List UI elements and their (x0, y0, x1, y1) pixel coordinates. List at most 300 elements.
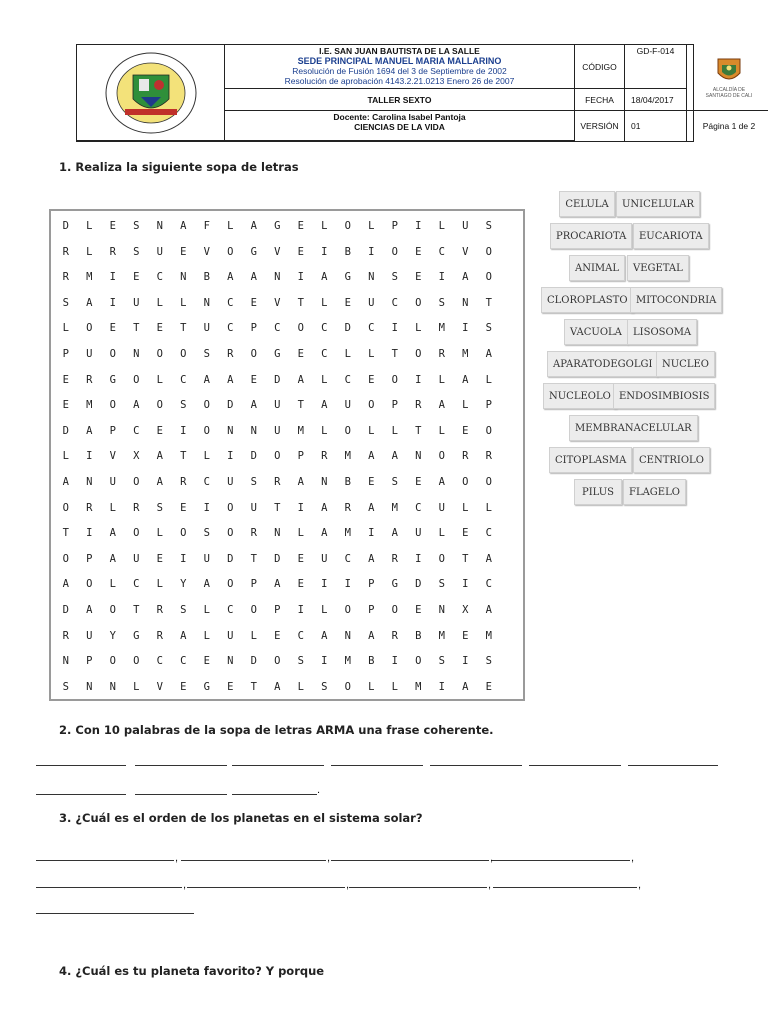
grid-letter: O (485, 271, 492, 284)
grid-letter: N (438, 604, 445, 616)
answer-blank[interactable] (331, 765, 423, 766)
grid-letter: E (250, 296, 257, 309)
grid-letter: U (438, 501, 445, 514)
grid-letter: I (86, 527, 93, 540)
grid-letter: O (368, 399, 375, 412)
grid-letter: C (485, 578, 492, 591)
grid-letter: E (415, 476, 422, 488)
grid-letter: O (415, 296, 422, 309)
institution-info (225, 45, 575, 89)
grid-letter: S (297, 655, 304, 668)
grid-letter: X (133, 450, 140, 463)
answer-blank[interactable] (492, 860, 630, 861)
grid-letter: A (438, 476, 445, 488)
answer-blank[interactable] (36, 765, 126, 766)
grid-letter: P (86, 655, 93, 668)
grid-letter: A (250, 399, 257, 412)
word-tile: EUCARIOTA (633, 223, 709, 249)
grid-letter: O (227, 527, 234, 540)
grid-letter: E (156, 552, 163, 565)
grid-letter: A (180, 220, 187, 232)
grid-letter: I (180, 424, 187, 437)
grid-letter: L (368, 680, 375, 693)
answer-blank[interactable] (232, 794, 317, 795)
grid-letter: G (391, 578, 398, 591)
grid-letter: T (133, 604, 140, 616)
grid-letter: A (368, 629, 375, 642)
school-crest-logo (103, 51, 199, 135)
grid-letter: O (227, 245, 234, 258)
grid-letter: I (86, 450, 93, 463)
word-tile: CITOPLASMA (549, 447, 632, 473)
grid-letter: L (321, 373, 328, 386)
grid-letter: M (485, 629, 492, 642)
grid-letter: A (227, 373, 234, 386)
grid-letter: C (156, 655, 163, 668)
answer-blank[interactable] (430, 765, 522, 766)
grid-letter: A (297, 373, 304, 386)
grid-letter: A (180, 629, 187, 642)
grid-letter: T (62, 527, 69, 540)
grid-letter: L (321, 220, 328, 232)
grid-letter: D (62, 604, 69, 616)
grid-letter: R (391, 552, 398, 565)
grid-letter: R (462, 450, 469, 463)
grid-letter: U (133, 552, 140, 565)
period-mark: . (317, 784, 321, 796)
grid-letter: E (415, 604, 422, 616)
grid-letter: L (227, 220, 234, 232)
grid-letter: D (344, 322, 351, 335)
grid-letter: N (274, 271, 281, 284)
grid-letter: I (438, 680, 445, 693)
grid-letter: A (86, 296, 93, 309)
grid-letter: M (86, 271, 93, 284)
grid-letter: O (485, 476, 492, 488)
grid-letter: E (180, 501, 187, 514)
grid-letter: L (203, 604, 210, 616)
grid-letter: N (227, 655, 234, 668)
grid-letter: B (368, 655, 375, 668)
grid-letter: S (391, 271, 398, 284)
grid-letter: N (109, 680, 116, 693)
grid-letter: L (62, 450, 69, 463)
answer-blank[interactable] (331, 860, 489, 861)
grid-letter: L (156, 527, 163, 540)
grid-letter: S (485, 655, 492, 668)
grid-letter: R (321, 450, 328, 463)
grid-letter: R (86, 373, 93, 386)
grid-letter: V (156, 680, 163, 693)
word-tile: ANIMAL (569, 255, 625, 281)
school-logo-cell (77, 45, 225, 141)
grid-letter: D (250, 450, 257, 463)
grid-letter: T (297, 296, 304, 309)
grid-letter: I (391, 322, 398, 335)
word-tile: CENTRIOLO (633, 447, 710, 473)
answer-blank[interactable] (493, 887, 637, 888)
grid-letter: E (297, 348, 304, 360)
grid-letter: S (156, 501, 163, 514)
grid-letter: C (321, 322, 328, 335)
grid-letter: E (62, 399, 69, 412)
grid-letter: L (368, 220, 375, 232)
grid-letter: N (321, 476, 328, 488)
word-tile: ENDOSIMBIOSIS (613, 383, 715, 409)
grid-letter: R (415, 399, 422, 412)
grid-letter: C (180, 655, 187, 668)
grid-letter: E (62, 373, 69, 386)
comma-mark: , (488, 879, 492, 891)
grid-letter: U (344, 399, 351, 412)
question-4: 4. ¿Cuál es tu planeta favorito? Y porque (59, 964, 325, 978)
comma-mark: , (631, 852, 635, 864)
grid-letter: L (438, 424, 445, 437)
answer-blank[interactable] (36, 887, 182, 888)
grid-letter: T (462, 552, 469, 565)
grid-letter: S (203, 527, 210, 540)
grid-letter: I (321, 245, 328, 258)
answer-blank[interactable] (36, 860, 174, 861)
grid-letter: O (109, 655, 116, 668)
grid-letter: L (203, 629, 210, 642)
grid-letter: I (462, 578, 469, 591)
grid-letter: M (462, 348, 469, 360)
grid-letter: S (133, 220, 140, 232)
docente-name: Docente: Carolina Isabel Pantoja (333, 112, 466, 122)
grid-letter: O (133, 655, 140, 668)
grid-letter: N (227, 424, 234, 437)
grid-letter: I (415, 373, 422, 386)
grid-letter: A (462, 271, 469, 284)
grid-letter: I (180, 552, 187, 565)
grid-letter: V (462, 245, 469, 258)
grid-letter: C (133, 578, 140, 591)
grid-letter: A (274, 680, 281, 693)
question-1: 1. Realiza la siguiente sopa de letras (59, 160, 299, 174)
grid-letter: A (485, 348, 492, 360)
grid-letter: C (438, 245, 445, 258)
grid-letter: A (274, 578, 281, 591)
grid-letter: P (274, 604, 281, 616)
grid-letter: E (462, 527, 469, 540)
grid-letter: N (415, 450, 422, 463)
grid-letter: O (415, 655, 422, 668)
grid-letter: P (250, 578, 257, 591)
grid-letter: N (156, 220, 163, 232)
grid-letter: R (344, 501, 351, 514)
grid-letter: O (180, 348, 187, 360)
grid-letter: E (180, 680, 187, 693)
answer-blank[interactable] (628, 765, 718, 766)
version-label: VERSIÓN (575, 111, 625, 141)
grid-letter: U (462, 220, 469, 232)
grid-letter: O (391, 373, 398, 386)
grid-letter: U (203, 322, 210, 335)
grid-letter: R (391, 629, 398, 642)
question-3: 3. ¿Cuál es el orden de los planetas en el sistema solar? (59, 811, 423, 825)
grid-letter: P (109, 424, 116, 437)
grid-letter: G (274, 220, 281, 232)
grid-letter: O (297, 322, 304, 335)
grid-letter: N (344, 629, 351, 642)
grid-letter: A (86, 604, 93, 616)
grid-letter: I (203, 501, 210, 514)
word-tile: APARATODEGOLGI (547, 351, 658, 377)
grid-letter: U (274, 399, 281, 412)
grid-letter: U (86, 348, 93, 360)
grid-letter: A (227, 271, 234, 284)
grid-letter: A (368, 450, 375, 463)
word-tile: PROCARIOTA (550, 223, 632, 249)
grid-letter: I (321, 578, 328, 591)
grid-letter: O (109, 604, 116, 616)
grid-letter: L (462, 501, 469, 514)
answer-blank[interactable] (349, 887, 487, 888)
grid-letter: M (438, 629, 445, 642)
comma-mark: , (183, 879, 187, 891)
grid-letter: D (250, 655, 257, 668)
answer-blank[interactable] (36, 913, 194, 914)
grid-letter: R (227, 348, 234, 360)
word-tile: UNICELULAR (616, 191, 700, 217)
grid-letter: N (462, 296, 469, 309)
grid-letter: E (415, 271, 422, 284)
grid-letter: C (274, 322, 281, 335)
grid-letter: P (368, 578, 375, 591)
grid-letter: L (391, 424, 398, 437)
page-number: Página 1 de 2 (702, 121, 756, 131)
grid-letter: R (62, 245, 69, 258)
grid-letter: O (133, 527, 140, 540)
grid-letter: U (156, 245, 163, 258)
grid-letter: G (344, 271, 351, 284)
grid-letter: C (321, 348, 328, 360)
resolucion-fusion: Resolución de Fusión 1694 del 3 de Septiembre de 2002 (292, 66, 507, 76)
grid-letter: I (415, 220, 422, 232)
grid-letter: X (462, 604, 469, 616)
grid-letter: A (485, 604, 492, 616)
grid-letter: B (344, 245, 351, 258)
word-tile: MEMBRANACELULAR (569, 415, 698, 441)
grid-letter: L (321, 604, 328, 616)
grid-letter: A (321, 271, 328, 284)
grid-letter: E (344, 296, 351, 309)
grid-letter: E (156, 322, 163, 335)
grid-letter: D (274, 373, 281, 386)
grid-letter: L (109, 501, 116, 514)
grid-letter: R (109, 245, 116, 258)
grid-letter: G (203, 680, 210, 693)
grid-letter: E (297, 578, 304, 591)
word-tile: VACUOLA (564, 319, 628, 345)
grid-letter: E (109, 322, 116, 335)
grid-letter: O (250, 348, 257, 360)
grid-letter: G (274, 348, 281, 360)
grid-letter: L (297, 680, 304, 693)
answer-blank[interactable] (232, 765, 324, 766)
grid-letter: E (133, 271, 140, 284)
comma-mark: , (327, 852, 331, 864)
grid-letter: L (344, 348, 351, 360)
grid-letter: S (250, 476, 257, 488)
grid-letter: I (462, 655, 469, 668)
grid-letter: L (156, 373, 163, 386)
grid-letter: C (203, 476, 210, 488)
grid-letter: U (203, 552, 210, 565)
grid-letter: L (321, 424, 328, 437)
grid-letter: A (62, 578, 69, 591)
grid-letter: I (438, 271, 445, 284)
grid-letter: I (109, 271, 116, 284)
grid-letter: O (344, 424, 351, 437)
grid-letter: B (344, 476, 351, 488)
taller-title: TALLER SEXTO (225, 89, 575, 111)
grid-letter: N (203, 296, 210, 309)
grid-letter: P (86, 552, 93, 565)
grid-letter: C (344, 552, 351, 565)
grid-letter: O (156, 348, 163, 360)
grid-letter: N (86, 680, 93, 693)
grid-letter: R (438, 348, 445, 360)
grid-letter: O (133, 476, 140, 488)
grid-letter: U (274, 424, 281, 437)
grid-letter: A (62, 476, 69, 488)
grid-letter: S (485, 220, 492, 232)
grid-letter: O (438, 552, 445, 565)
grid-letter: M (344, 655, 351, 668)
grid-letter: L (438, 527, 445, 540)
grid-letter: L (368, 424, 375, 437)
grid-letter: E (297, 552, 304, 565)
grid-letter: L (109, 578, 116, 591)
sede-name: SEDE PRINCIPAL MANUEL MARIA MALLARINO (297, 56, 502, 66)
grid-letter: O (391, 245, 398, 258)
grid-letter: Y (109, 629, 116, 642)
word-tile: CLOROPLASTO (541, 287, 634, 313)
grid-letter: T (180, 322, 187, 335)
grid-letter: L (321, 296, 328, 309)
grid-letter: M (438, 322, 445, 335)
answer-blank[interactable] (36, 794, 126, 795)
grid-letter: A (321, 501, 328, 514)
fecha-label: FECHA (575, 89, 625, 111)
grid-letter: R (250, 527, 257, 540)
grid-letter: I (297, 604, 304, 616)
grid-letter: I (462, 322, 469, 335)
grid-letter: S (321, 680, 328, 693)
grid-letter: M (415, 680, 422, 693)
grid-letter: E (180, 245, 187, 258)
comma-mark: , (346, 879, 350, 891)
grid-letter: G (109, 373, 116, 386)
grid-letter: V (274, 245, 281, 258)
grid-letter: O (485, 424, 492, 437)
grid-letter: M (297, 424, 304, 437)
grid-letter: V (274, 296, 281, 309)
grid-letter: S (203, 348, 210, 360)
grid-letter: A (321, 399, 328, 412)
grid-letter: S (180, 604, 187, 616)
grid-letter: L (86, 245, 93, 258)
grid-letter: O (274, 655, 281, 668)
grid-letter: C (227, 322, 234, 335)
grid-letter: D (62, 424, 69, 437)
grid-letter: C (391, 296, 398, 309)
grid-letter: A (297, 476, 304, 488)
grid-letter: E (462, 629, 469, 642)
word-tile: CELULA (559, 191, 615, 217)
grid-letter: C (133, 424, 140, 437)
grid-letter: D (415, 578, 422, 591)
grid-letter: O (462, 476, 469, 488)
grid-letter: L (485, 501, 492, 514)
grid-letter: O (274, 450, 281, 463)
grid-letter: R (62, 629, 69, 642)
grid-letter: U (227, 476, 234, 488)
grid-letter: O (391, 604, 398, 616)
grid-letter: A (368, 552, 375, 565)
grid-letter: E (368, 373, 375, 386)
answer-blank[interactable] (187, 887, 345, 888)
grid-letter: E (368, 476, 375, 488)
grid-letter: L (462, 399, 469, 412)
grid-letter: A (485, 552, 492, 565)
grid-letter: R (156, 604, 163, 616)
grid-letter: S (485, 322, 492, 335)
grid-letter: A (321, 527, 328, 540)
grid-letter: A (462, 680, 469, 693)
grid-letter: F (203, 220, 210, 232)
grid-letter: A (109, 552, 116, 565)
grid-letter: L (133, 680, 140, 693)
grid-letter: R (156, 629, 163, 642)
answer-blank[interactable] (181, 860, 326, 861)
grid-letter: A (156, 476, 163, 488)
grid-letter: A (462, 373, 469, 386)
answer-blank[interactable] (135, 765, 227, 766)
grid-letter: O (86, 578, 93, 591)
grid-letter: L (391, 680, 398, 693)
grid-letter: V (203, 245, 210, 258)
word-tile: MITOCONDRIA (630, 287, 722, 313)
grid-letter: E (297, 245, 304, 258)
grid-letter: T (297, 399, 304, 412)
comma-mark: , (638, 879, 642, 891)
comma-mark: , (490, 852, 494, 864)
grid-letter: I (297, 501, 304, 514)
grid-letter: U (86, 629, 93, 642)
grid-letter: L (415, 322, 422, 335)
grid-letter: U (133, 296, 140, 309)
grid-letter: N (86, 476, 93, 488)
grid-letter: U (321, 552, 328, 565)
grid-letter: A (203, 578, 210, 591)
answer-blank[interactable] (135, 794, 227, 795)
grid-letter: S (391, 476, 398, 488)
answer-blank[interactable] (529, 765, 621, 766)
grid-letter: T (415, 424, 422, 437)
grid-letter: L (438, 373, 445, 386)
institution-name: I.E. SAN JUAN BAUTISTA DE LA SALLE (319, 46, 480, 56)
grid-letter: O (344, 604, 351, 616)
grid-letter: I (321, 655, 328, 668)
grid-letter: C (415, 501, 422, 514)
document-header (76, 44, 756, 142)
grid-letter: O (133, 373, 140, 386)
grid-letter: I (368, 245, 375, 258)
word-tile: FLAGELO (623, 479, 686, 505)
